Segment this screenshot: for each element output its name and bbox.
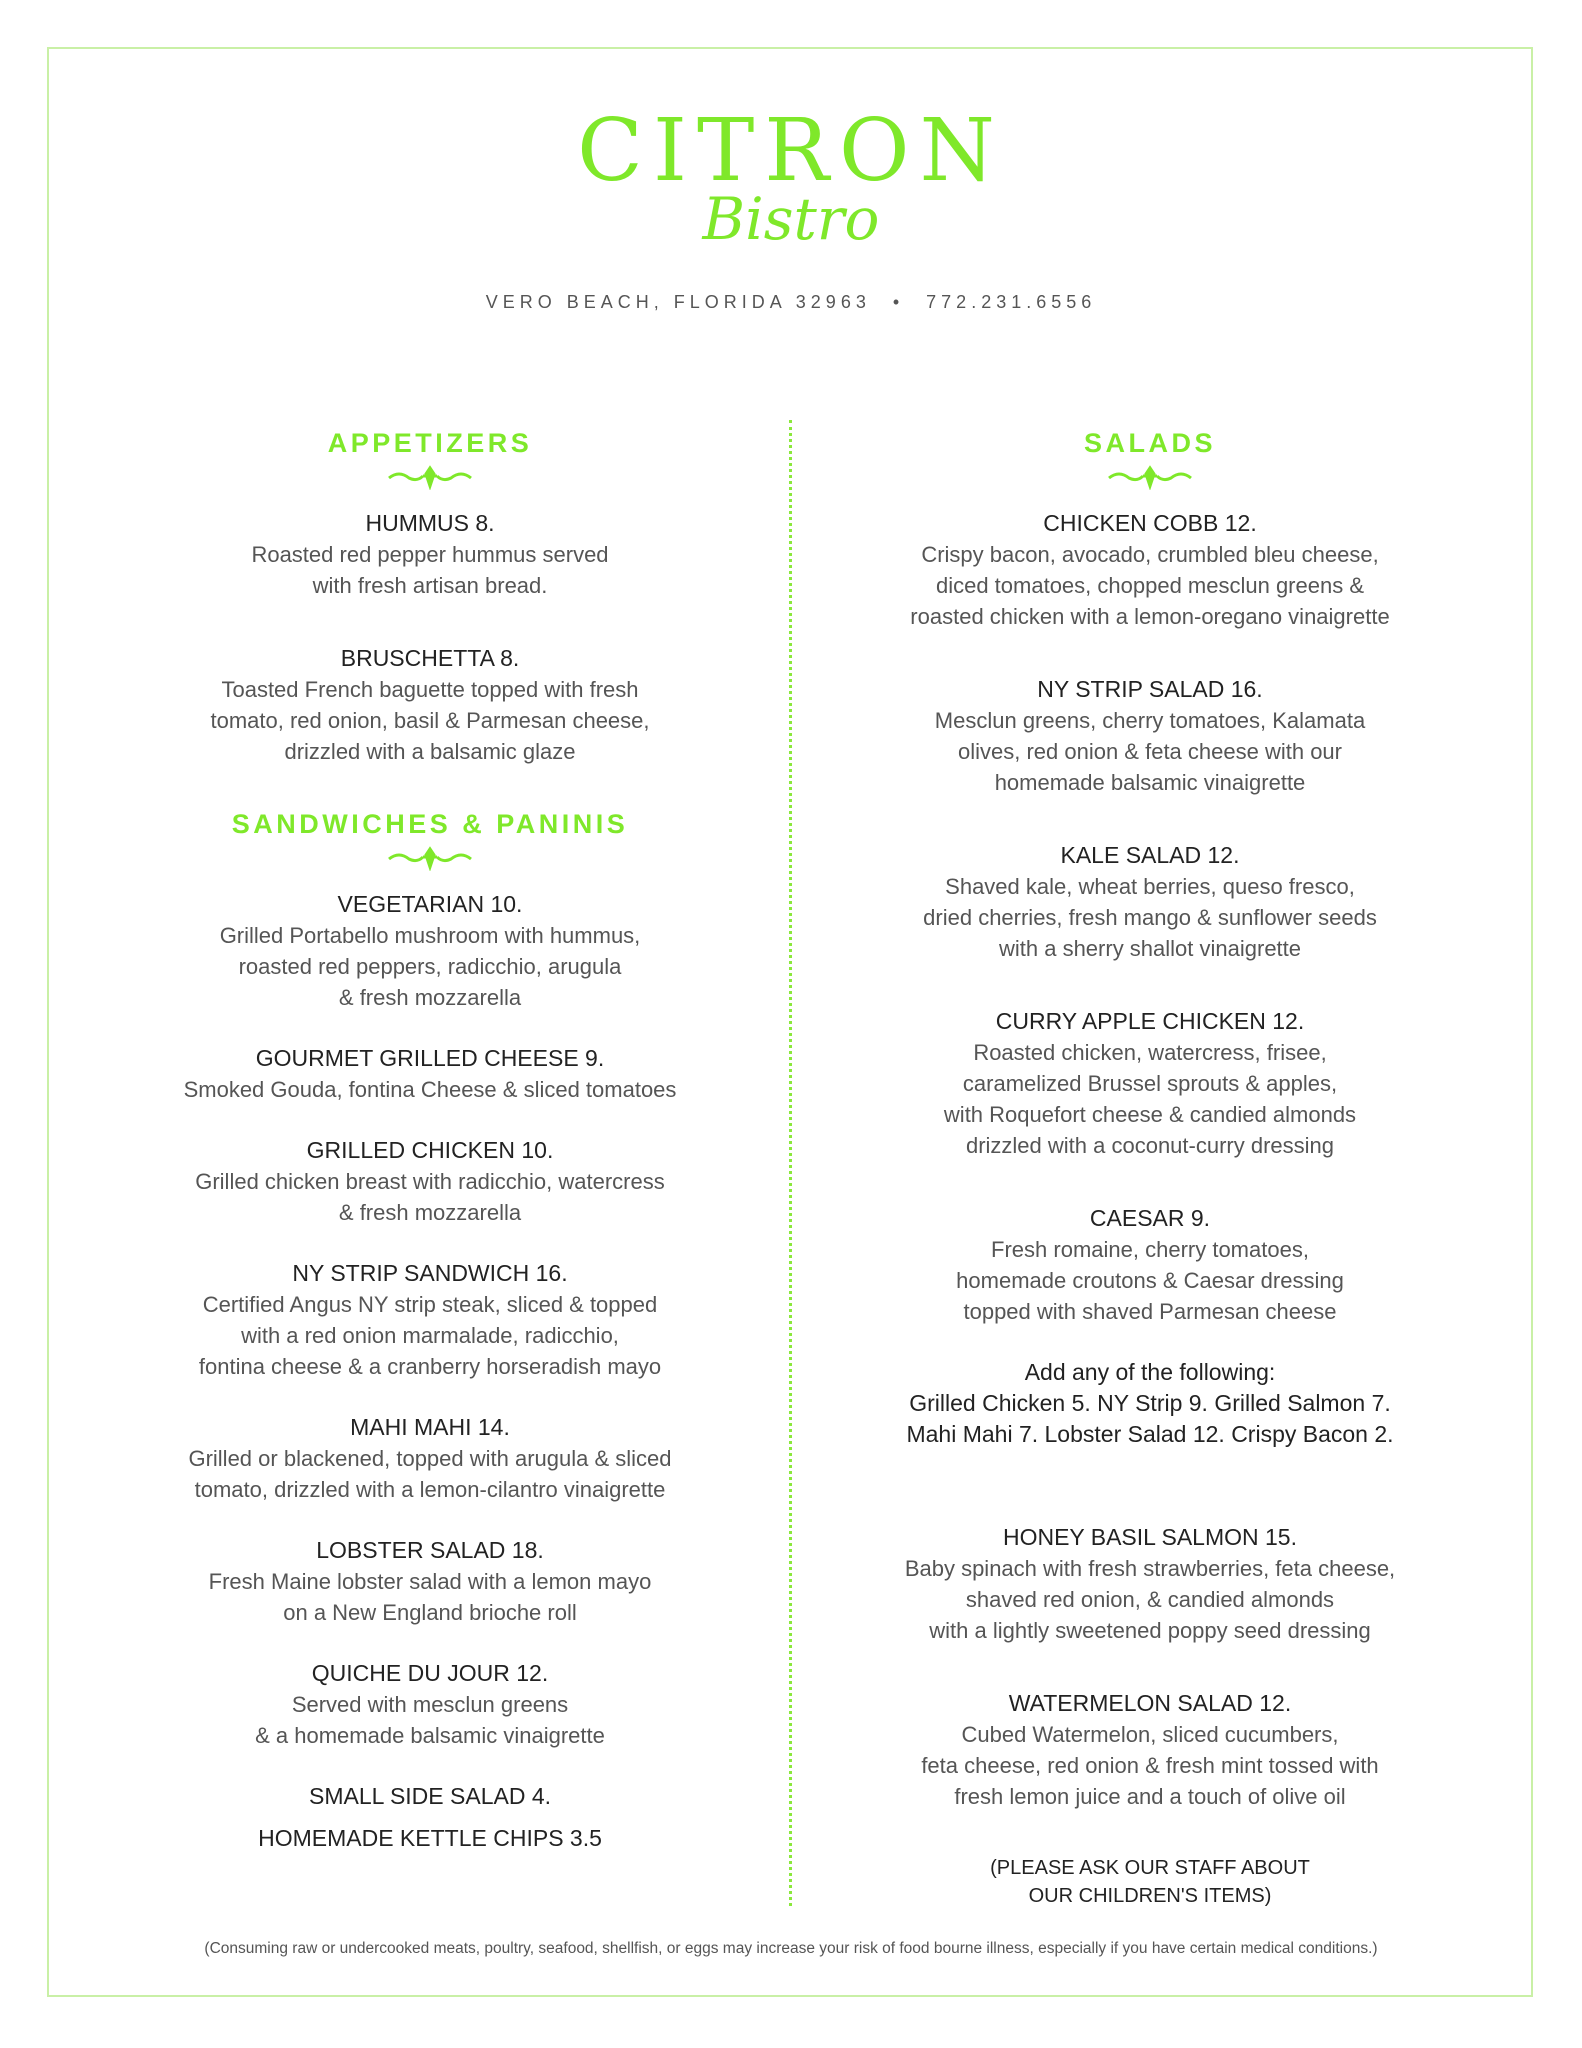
item-description: roasted red peppers, radicchio, arugula bbox=[238, 954, 622, 979]
right-column bbox=[850, 428, 1450, 1910]
item-description: & a homemade balsamic vinaigrette bbox=[255, 1723, 605, 1748]
ornament-icon bbox=[130, 845, 730, 871]
menu-item bbox=[130, 889, 730, 1013]
item-description: feta cheese, red onion & fresh mint tossed with bbox=[921, 1753, 1379, 1778]
item-description: fresh lemon juice and a touch of olive oil bbox=[954, 1784, 1346, 1809]
item-title: GRILLED CHICKEN 10. bbox=[306, 1137, 554, 1163]
item-description: olives, red onion & feta cheese with our bbox=[957, 739, 1342, 764]
menu-item bbox=[850, 1522, 1450, 1646]
menu-item bbox=[130, 643, 730, 767]
menu-section bbox=[850, 428, 1450, 1327]
item-description: tomato, red onion, basil & Parmesan cheese, bbox=[210, 708, 650, 733]
item-description: roasted chicken with a lemon-oregano vinaigrette bbox=[910, 604, 1390, 629]
item-title: VEGETARIAN 10. bbox=[337, 891, 523, 917]
item-description: dried cherries, fresh mango & sunflower seeds bbox=[923, 905, 1377, 930]
phone: 772.231.6556 bbox=[926, 292, 1097, 312]
menu-section bbox=[130, 809, 730, 1854]
menu-item-simple: HOMEMADE KETTLE CHIPS 3.5 bbox=[258, 1825, 602, 1851]
menu-item bbox=[130, 1535, 730, 1628]
ornament-icon bbox=[130, 464, 730, 490]
item-description: diced tomatoes, chopped mesclun greens & bbox=[935, 573, 1365, 598]
menu-item bbox=[850, 1006, 1450, 1161]
item-description: Cubed Watermelon, sliced cucumbers, bbox=[961, 1722, 1339, 1747]
menu-item bbox=[850, 1203, 1450, 1327]
item-description: Grilled Portabello mushroom with hummus, bbox=[219, 923, 641, 948]
menu-item-simple: SMALL SIDE SALAD 4. bbox=[308, 1783, 552, 1809]
section-heading: APPETIZERS bbox=[327, 428, 533, 458]
item-description: with a sherry shallot vinaigrette bbox=[998, 936, 1302, 961]
item-description: Fresh Maine lobster salad with a lemon mayo bbox=[208, 1569, 652, 1594]
item-title: QUICHE DU JOUR 12. bbox=[311, 1660, 549, 1686]
item-title: WATERMELON SALAD 12. bbox=[1008, 1690, 1292, 1716]
item-description: Mesclun greens, cherry tomatoes, Kalamata bbox=[934, 708, 1366, 733]
ornament-icon bbox=[850, 464, 1450, 490]
children-note-line: OUR CHILDREN'S ITEMS) bbox=[1028, 1885, 1272, 1907]
menu-item bbox=[130, 1043, 730, 1105]
menu-item bbox=[130, 1258, 730, 1382]
item-description: Grilled or blackened, topped with arugula & sliced bbox=[188, 1446, 672, 1471]
logo-citron: CITRON bbox=[577, 101, 1005, 201]
item-title: NY STRIP SALAD 16. bbox=[1037, 676, 1263, 702]
item-description: & fresh mozzarella bbox=[338, 985, 522, 1010]
addons-title: Add any of the following: bbox=[1024, 1359, 1276, 1385]
item-description: Baby spinach with fresh strawberries, feta cheese, bbox=[904, 1556, 1396, 1581]
children-note-line: (PLEASE ASK OUR STAFF ABOUT bbox=[990, 1857, 1310, 1879]
item-description: with fresh artisan bread. bbox=[312, 573, 548, 598]
item-description: Fresh romaine, cherry tomatoes, bbox=[991, 1237, 1309, 1262]
item-description: homemade croutons & Caesar dressing bbox=[956, 1268, 1344, 1293]
item-title: GOURMET GRILLED CHEESE 9. bbox=[255, 1045, 605, 1071]
salad-addons bbox=[850, 1357, 1450, 1450]
address: VERO BEACH, FLORIDA 32963 bbox=[485, 292, 871, 312]
item-description: with a lightly sweetened poppy seed dressing bbox=[929, 1618, 1371, 1643]
section-heading: SALADS bbox=[1083, 428, 1216, 458]
item-description: Served with mesclun greens bbox=[291, 1692, 569, 1717]
item-title: HUMMUS 8. bbox=[365, 510, 495, 536]
item-description: Certified Angus NY strip steak, sliced & topped bbox=[202, 1292, 658, 1317]
item-description: fontina cheese & a cranberry horseradish mayo bbox=[198, 1354, 662, 1379]
item-title: NY STRIP SANDWICH 16. bbox=[292, 1260, 568, 1286]
section-heading: SANDWICHES & PANINIS bbox=[231, 809, 629, 839]
item-title: CAESAR 9. bbox=[1089, 1205, 1211, 1231]
item-title: CURRY APPLE CHICKEN 12. bbox=[995, 1008, 1305, 1034]
menu-item bbox=[850, 840, 1450, 964]
menu-item bbox=[130, 1135, 730, 1228]
item-title: LOBSTER SALAD 18. bbox=[316, 1537, 544, 1563]
addons-line: Mahi Mahi 7. Lobster Salad 12. Crispy Bacon 2. bbox=[906, 1421, 1394, 1447]
item-description: on a New England brioche roll bbox=[283, 1600, 577, 1625]
item-description: & fresh mozzarella bbox=[338, 1200, 522, 1225]
item-title: KALE SALAD 12. bbox=[1060, 842, 1240, 868]
item-description: caramelized Brussel sprouts & apples, bbox=[962, 1071, 1338, 1096]
menu-section bbox=[130, 428, 730, 767]
item-description: topped with shaved Parmesan cheese bbox=[963, 1299, 1337, 1324]
item-description: Smoked Gouda, fontina Cheese & sliced tomatoes bbox=[183, 1077, 677, 1102]
children-note bbox=[850, 1854, 1450, 1910]
separator: • bbox=[892, 292, 905, 312]
item-description: Toasted French baguette topped with fresh bbox=[221, 677, 639, 702]
addons-line: Grilled Chicken 5. NY Strip 9. Grilled Salmon 7. bbox=[909, 1390, 1391, 1416]
item-title: MAHI MAHI 14. bbox=[350, 1414, 510, 1440]
item-description: Shaved kale, wheat berries, queso fresco, bbox=[945, 874, 1355, 899]
footer-disclaimer: (Consuming raw or undercooked meats, poultry, seafood, shellfish, or eggs may increase your risk of food bourne illness, especially if you have certain medical conditions.) bbox=[204, 1940, 1378, 1957]
item-description: homemade balsamic vinaigrette bbox=[994, 770, 1306, 795]
item-description: with Roquefort cheese & candied almonds bbox=[943, 1102, 1357, 1127]
item-description: Roasted red pepper hummus served bbox=[251, 542, 609, 567]
contact-line bbox=[0, 292, 1582, 313]
item-description: with a red onion marmalade, radicchio, bbox=[241, 1323, 619, 1348]
item-description: tomato, drizzled with a lemon-cilantro vinaigrette bbox=[194, 1477, 666, 1502]
menu-item bbox=[130, 1658, 730, 1751]
menu-item bbox=[850, 508, 1450, 632]
item-description: Roasted chicken, watercress, frisee, bbox=[973, 1040, 1327, 1065]
item-description: Crispy bacon, avocado, crumbled bleu cheese, bbox=[921, 542, 1379, 567]
item-description: Grilled chicken breast with radicchio, watercress bbox=[195, 1169, 665, 1194]
menu-item bbox=[850, 674, 1450, 798]
item-description: drizzled with a coconut-curry dressing bbox=[965, 1133, 1335, 1158]
item-description: shaved red onion, & candied almonds bbox=[965, 1587, 1335, 1612]
left-column bbox=[130, 428, 730, 1865]
item-title: CHICKEN COBB 12. bbox=[1043, 510, 1257, 536]
item-description: drizzled with a balsamic glaze bbox=[284, 739, 576, 764]
menu-item bbox=[850, 1688, 1450, 1812]
logo-bistro: Bistro bbox=[702, 185, 880, 253]
item-title: BRUSCHETTA 8. bbox=[340, 645, 520, 671]
menu-item bbox=[130, 1412, 730, 1505]
column-divider bbox=[789, 420, 792, 1906]
menu-item bbox=[130, 508, 730, 601]
item-title: HONEY BASIL SALMON 15. bbox=[1002, 1524, 1297, 1550]
